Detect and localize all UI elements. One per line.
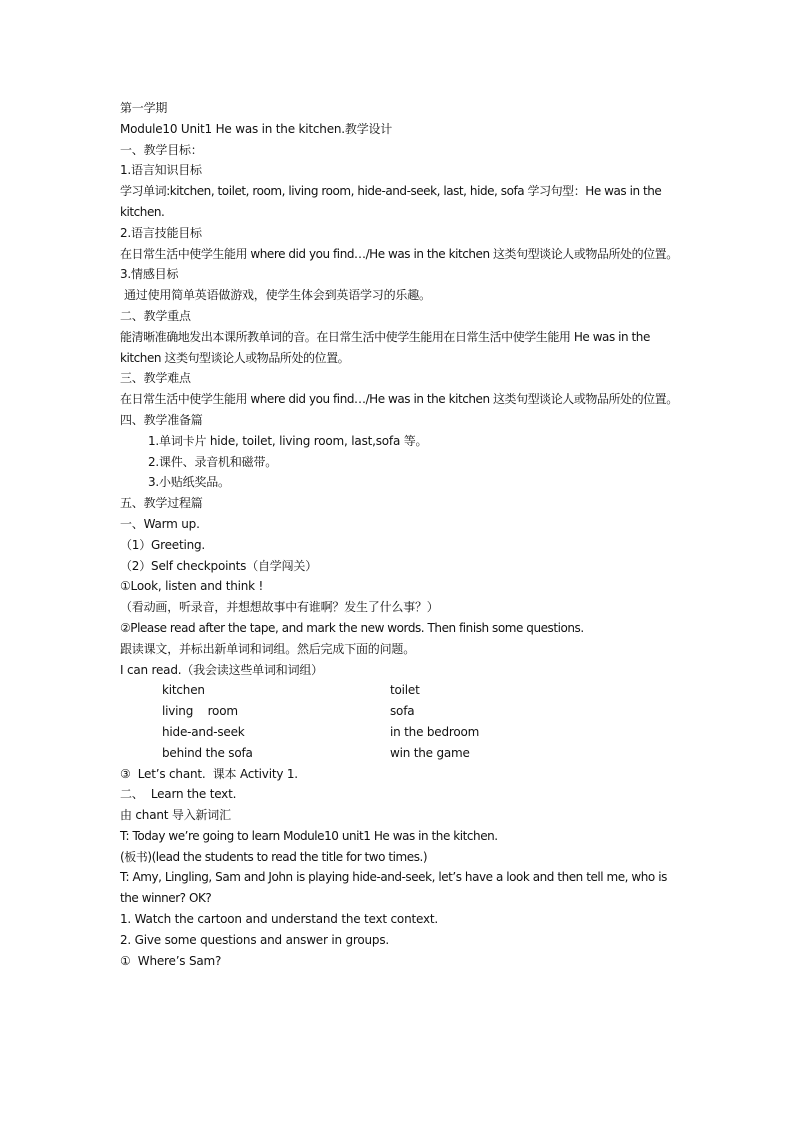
word-right: sofa	[390, 704, 415, 719]
difficulties-paragraph: 在日常生活中使学生能用 where did you find…/He was in the kitchen 这类句型谈论人或物品所处的位置。	[120, 392, 678, 407]
prep-item-1: 1.单词卡片 hide, toilet, living room, last,sofa 等。	[148, 433, 428, 448]
document-title: Module10 Unit1 He was in the kitchen.教学设计	[120, 121, 393, 136]
section-heading-difficulties: 三、教学难点	[120, 371, 191, 386]
word-row	[120, 722, 680, 743]
step-questions-groups: 2. Give some questions and answer in groups.	[120, 932, 390, 947]
prep-item-2: 2.课件、录音机和磁带。	[148, 454, 278, 469]
step-read-after-tape-note: 跟读课文，并标出新单词和词组。然后完成下面的问题。	[120, 641, 416, 656]
word-row	[120, 743, 680, 764]
prep-item-3: 3.小贴纸奖品。	[148, 475, 230, 490]
section-heading-preparation: 四、教学准备篇	[120, 412, 203, 427]
word-right: win the game	[390, 745, 470, 760]
word-left: living room	[162, 704, 238, 719]
teacher-board-note: (板书)(lead the students to read the title for two times.)	[120, 849, 428, 864]
skills-paragraph: 在日常生活中使学生能用 where did you find…/He was in the kitchen 这类句型谈论人或物品所处的位置。	[120, 246, 678, 261]
subheading-skills: 2.语言技能目标	[120, 225, 202, 240]
section-heading-objectives: 一、教学目标：	[120, 142, 203, 157]
teacher-line-2: T: Amy, Lingling, Sam and John is playing hide-and-seek, let’s have a look and then tell me, who is the winner? OK?	[120, 870, 667, 906]
word-right: in the bedroom	[390, 724, 480, 739]
word-right: toilet	[390, 683, 420, 698]
emotion-paragraph: 通过使用简单英语做游戏，使学生体会到英语学习的乐趣。	[124, 288, 431, 303]
step-look-listen-note: （看动画，听录音，并想想故事中有谁啊？发生了什么事？）	[120, 600, 439, 615]
word-row	[120, 701, 680, 722]
term-label: 第一学期	[120, 101, 168, 115]
word-left: behind the sofa	[162, 745, 253, 760]
subheading-knowledge: 1.语言知识目标	[120, 163, 202, 178]
step-greeting: （1）Greeting.	[120, 537, 206, 552]
vocabulary-paragraph: 学习单词:kitchen, toilet, room, living room, hide-and-seek, last, hide, sofa 学习句型：He was in the kitchen.	[120, 184, 662, 219]
section-heading-key-points: 二、教学重点	[120, 308, 191, 323]
step-look-listen: ①Look, listen and think !	[120, 579, 264, 594]
step-warm-up: 一、Warm up.	[120, 516, 200, 531]
question-where-sam: ① Where’s Sam?	[120, 953, 222, 968]
step-watch-cartoon: 1. Watch the cartoon and understand the text context.	[120, 912, 438, 927]
step-read-after-tape: ②Please read after the tape, and mark the new words. Then finish some questions.	[120, 620, 584, 635]
section-learn-text: 二、 Learn the text.	[120, 787, 237, 802]
teacher-line-1: T: Today we’re going to learn Module10 unit1 He was in the kitchen.	[120, 828, 498, 843]
key-points-paragraph: 能清晰准确地发出本课所教单词的音。在日常生活中使学生能用在日常生活中使学生能用 He was in the kitchen 这类句型谈论人或物品所处的位置。	[120, 329, 650, 365]
word-left: hide-and-seek	[162, 724, 245, 739]
word-left: kitchen	[162, 683, 205, 698]
subheading-emotion: 3.情感目标	[120, 267, 179, 282]
i-can-read-label: I can read.（我会读这些单词和词组）	[120, 662, 323, 677]
section-heading-process: 五、教学过程篇	[120, 496, 203, 511]
step-chant: ③ Let’s chant. 课本 Activity 1.	[120, 766, 298, 781]
step-self-checkpoints: （2）Self checkpoints（自学闯关）	[120, 558, 317, 573]
word-row	[120, 680, 680, 701]
document-body	[120, 98, 680, 971]
step-chant-vocabulary: 由 chant 导入新词汇	[120, 808, 231, 823]
